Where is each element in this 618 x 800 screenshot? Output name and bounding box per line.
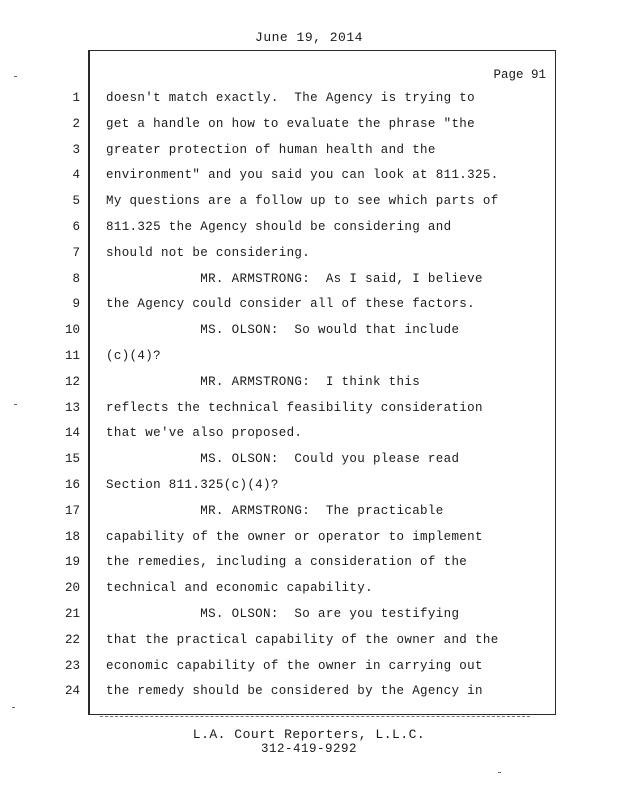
transcript-line: MR. ARMSTRONG: The practicable: [106, 503, 444, 518]
margin-rule: [89, 51, 90, 714]
transcript-line: 811.325 the Agency should be considering and: [106, 220, 452, 234]
line-number: 7: [72, 245, 80, 260]
line-number: 22: [64, 632, 80, 647]
line-number: 21: [64, 607, 80, 621]
transcript-line: capability of the owner or operator to implement: [106, 529, 483, 544]
transcript-line: should not be considering.: [106, 245, 311, 260]
page-number-label: Page 91: [493, 68, 546, 82]
transcript-line: MS. OLSON: So would that include: [106, 323, 460, 338]
transcript-line: MR. ARMSTRONG: I think this: [106, 374, 421, 389]
line-number: 3: [72, 142, 80, 157]
transcript-line: MS. OLSON: So are you testifying: [106, 607, 460, 621]
scan-speck: [498, 772, 501, 773]
line-number: 4: [72, 168, 80, 183]
line-number: 6: [72, 220, 80, 234]
line-number: 12: [64, 374, 80, 389]
scan-speck: [14, 404, 17, 405]
line-number: 20: [64, 581, 80, 596]
line-number: 10: [64, 323, 80, 338]
line-number: 19: [64, 555, 80, 570]
line-number: 14: [64, 426, 80, 441]
line-number: 17: [64, 503, 80, 518]
transcript-line: Section 811.325(c)(4)?: [106, 478, 279, 492]
line-number: 24: [64, 684, 80, 699]
footer-company: L.A. Court Reporters, L.L.C.: [192, 727, 426, 742]
transcript-line: the remedy should be considered by the Agency in: [106, 684, 483, 699]
scan-speck: [12, 707, 15, 708]
transcript-line: My questions are a follow up to see which parts of: [106, 194, 499, 209]
line-number: 5: [72, 194, 80, 209]
transcript-line: get a handle on how to evaluate the phrase "the: [106, 116, 476, 131]
header-date: June 19, 2014: [255, 30, 363, 45]
line-number: 13: [64, 400, 80, 415]
transcript-line: (c)(4)?: [106, 349, 161, 363]
transcript-line: reflects the technical feasibility consideration: [106, 400, 483, 415]
line-number: 16: [64, 478, 80, 492]
transcript-line: that we've also proposed.: [106, 426, 303, 441]
transcript-line: economic capability of the owner in carrying out: [106, 658, 483, 673]
scan-speck: [14, 76, 17, 77]
line-number: 1: [72, 91, 80, 105]
line-number: 8: [72, 271, 80, 286]
transcript-line: greater protection of human health and the: [106, 142, 436, 157]
transcript-line: technical and economic capability.: [106, 581, 373, 596]
transcript-line: MS. OLSON: Could you please read: [106, 452, 460, 467]
line-number: 2: [72, 116, 80, 131]
transcript-line: that the practical capability of the owner and the: [106, 632, 499, 647]
transcript-line: the remedies, including a consideration of the: [106, 555, 468, 570]
line-number: 9: [72, 297, 80, 312]
line-number: 23: [64, 658, 80, 673]
footer-phone: 312-419-9292: [260, 742, 357, 756]
transcript-line: doesn't match exactly. The Agency is trying to: [106, 91, 476, 105]
line-number: 18: [64, 529, 80, 544]
bottom-rule: [100, 716, 530, 717]
line-number: 15: [64, 452, 80, 467]
transcript-line: MR. ARMSTRONG: As I said, I believe: [106, 271, 483, 286]
transcript-line: the Agency could consider all of these factors.: [106, 297, 476, 312]
line-number: 11: [64, 349, 80, 363]
transcript-line: environment" and you said you can look at 811.325.: [106, 168, 499, 183]
